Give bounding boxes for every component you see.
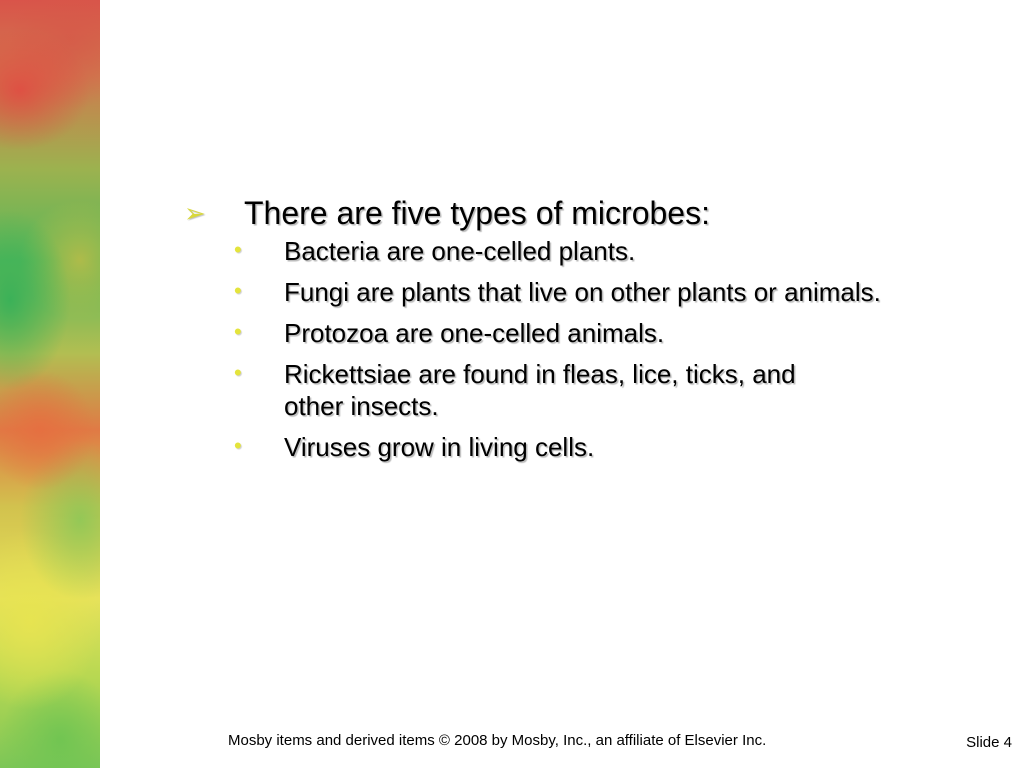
slide-footer: [0, 732, 1024, 756]
list-item: [180, 431, 844, 463]
dot-bullet-icon: •: [234, 237, 242, 262]
dot-bullet-icon: •: [234, 433, 242, 458]
list-item: [180, 317, 844, 349]
list-item: [180, 358, 824, 422]
slide-number: Slide 4: [966, 734, 1012, 751]
dot-bullet-icon: •: [234, 319, 242, 344]
microbe-type-list: [180, 235, 960, 463]
decorative-side-band: [0, 0, 100, 768]
arrow-bullet-icon: ➢: [184, 198, 206, 228]
list-item-text: Viruses grow in living cells.: [284, 432, 595, 462]
list-item-text: Protozoa are one-celled animals.: [284, 318, 665, 348]
list-item: [180, 276, 944, 308]
list-item-text: Fungi are plants that live on other plants or animals.: [284, 277, 881, 307]
dot-bullet-icon: •: [234, 360, 242, 385]
main-bullet-text: There are five types of microbes:: [244, 195, 710, 231]
copyright-notice: Mosby items and derived items © 2008 by Mosby, Inc., an affiliate of Elsevier Inc.: [228, 732, 767, 749]
slide-content: [180, 193, 960, 472]
dot-bullet-icon: •: [234, 278, 242, 303]
main-bullet: [180, 193, 960, 233]
list-item-text: Rickettsiae are found in fleas, lice, ticks, and other insects.: [284, 359, 796, 421]
list-item-text: Bacteria are one-celled plants.: [284, 236, 636, 266]
list-item: [180, 235, 844, 267]
